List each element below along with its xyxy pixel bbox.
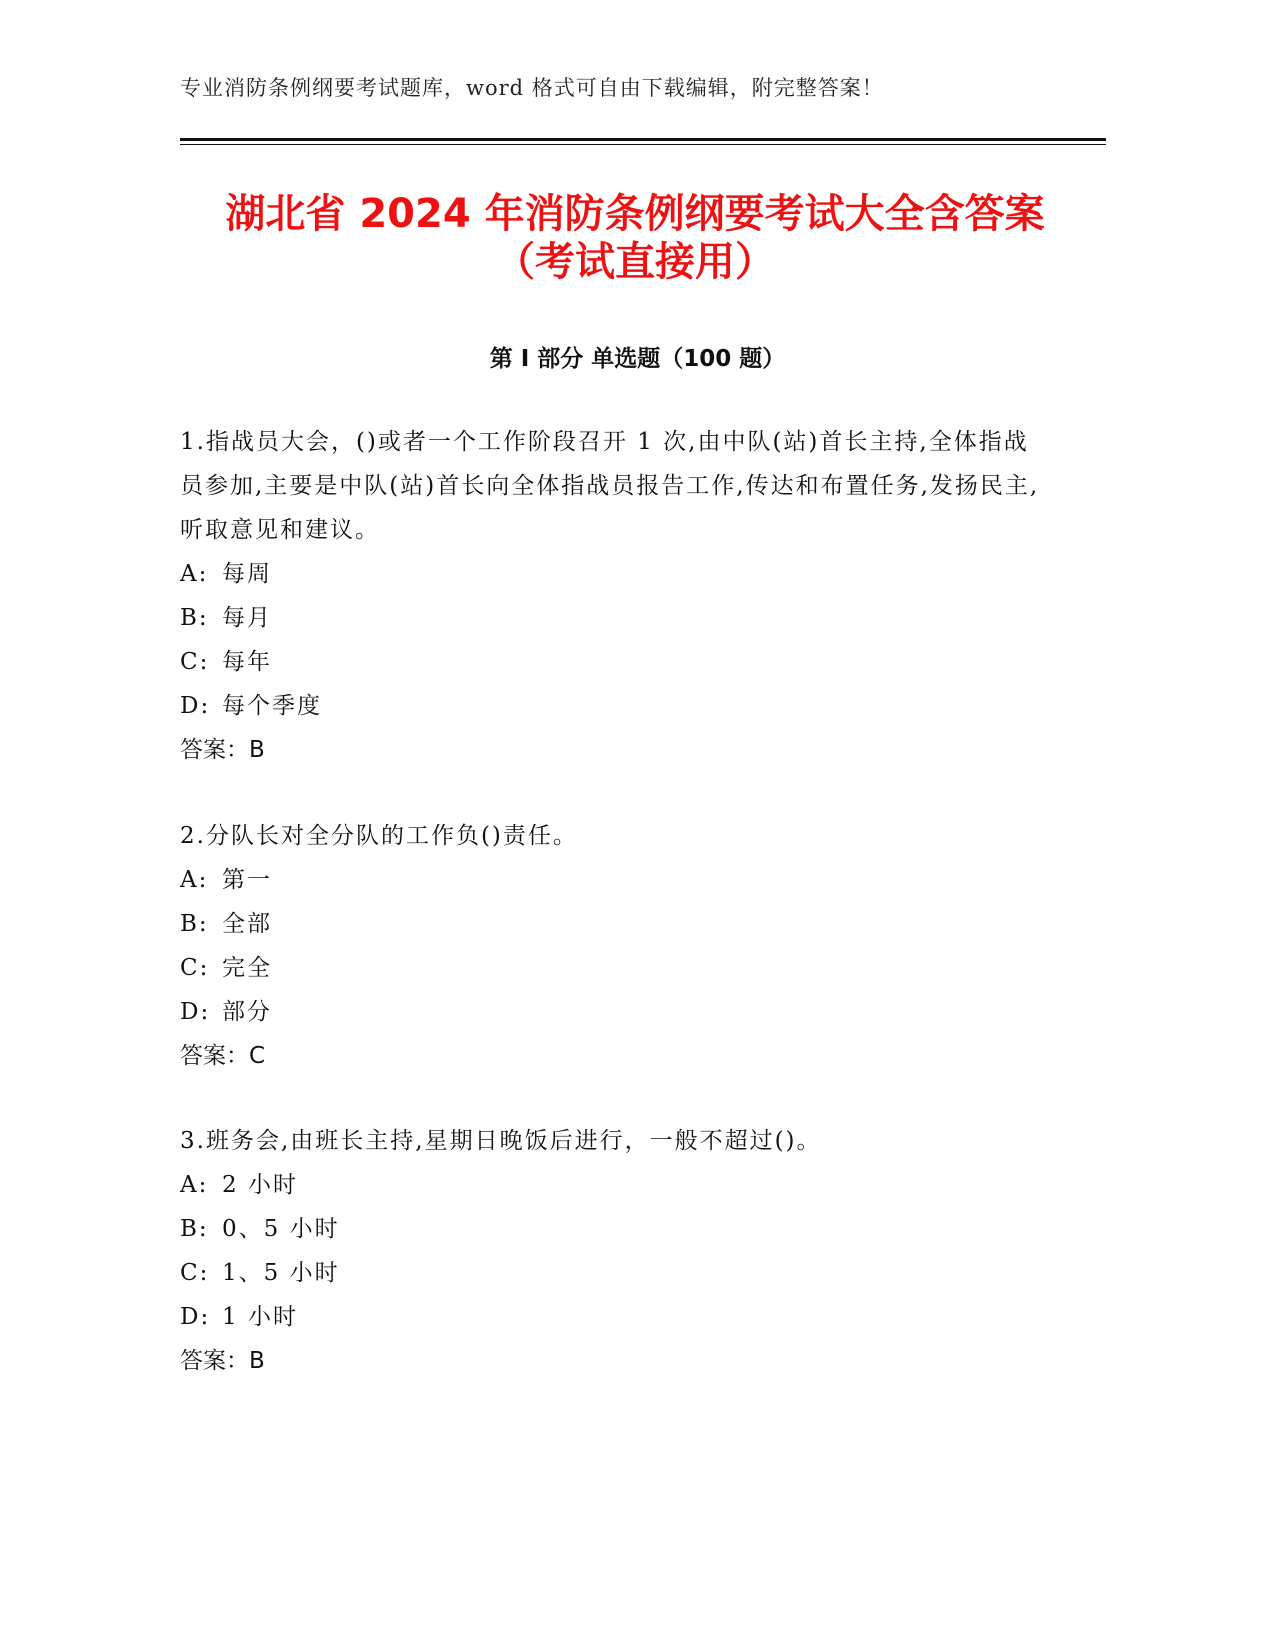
question-stem: 2.分队长对全分队的工作负()责任。 xyxy=(180,823,578,849)
question-2 xyxy=(180,814,1040,1078)
option-text: 部分 xyxy=(222,999,272,1025)
option-c xyxy=(180,946,1040,990)
answer-line: 答案：C xyxy=(180,1043,266,1069)
option-a xyxy=(180,1163,1040,1207)
option-key: A: xyxy=(180,561,209,587)
option-text: 1、5 小时 xyxy=(222,1260,340,1286)
question-stem: 3.班务会,由班长主持,星期日晚饭后进行，一般不超过()。 xyxy=(180,1128,822,1154)
question-1 xyxy=(180,420,1040,772)
option-a xyxy=(180,858,1040,902)
option-text: 每个季度 xyxy=(222,693,322,719)
option-b xyxy=(180,596,1040,640)
page-header: 专业消防条例纲要考试题库，word 格式可自由下载编辑，附完整答案！ xyxy=(180,76,884,100)
option-key: B: xyxy=(180,1216,209,1242)
option-d xyxy=(180,684,1040,728)
title-line-2: （考试直接用） xyxy=(495,239,775,285)
title-line-1: 湖北省 2024 年消防条例纲要考试大全含答案 xyxy=(225,191,1045,237)
option-text: 1 小时 xyxy=(222,1304,298,1330)
option-key: D: xyxy=(180,999,211,1025)
option-key: C: xyxy=(180,1260,210,1286)
option-text: 2 小时 xyxy=(222,1172,298,1198)
answer-line: 答案：B xyxy=(180,1348,265,1374)
option-key: D: xyxy=(180,1304,211,1330)
option-text: 每月 xyxy=(222,605,272,631)
option-c xyxy=(180,1251,1040,1295)
option-d xyxy=(180,990,1040,1034)
document-title xyxy=(120,190,1150,286)
option-text: 每周 xyxy=(222,561,272,587)
header-rule-thin xyxy=(180,144,1106,145)
option-a xyxy=(180,552,1040,596)
option-key: A: xyxy=(180,867,209,893)
option-key: C: xyxy=(180,955,210,981)
option-text: 第一 xyxy=(222,867,272,893)
question-stem: 1.指战员大会，()或者一个工作阶段召开 1 次,由中队(站)首长主持,全体指战员参加,主要是中队(站)首长向全体指战员报告工作,传达和布置任务,发扬民主,听取意见和建议。 xyxy=(180,429,1040,543)
option-key: B: xyxy=(180,605,209,631)
option-text: 全部 xyxy=(222,911,272,937)
option-b xyxy=(180,1207,1040,1251)
section-heading: 第 I 部分 单选题（100 题） xyxy=(489,346,786,372)
option-b xyxy=(180,902,1040,946)
header-rule-thick xyxy=(180,138,1106,141)
option-key: A: xyxy=(180,1172,209,1198)
option-key: D: xyxy=(180,693,211,719)
question-3 xyxy=(180,1119,1040,1383)
option-text: 完全 xyxy=(222,955,272,981)
answer-line: 答案：B xyxy=(180,737,265,763)
option-d xyxy=(180,1295,1040,1339)
option-key: B: xyxy=(180,911,209,937)
option-key: C: xyxy=(180,649,210,675)
option-text: 0、5 小时 xyxy=(222,1216,340,1242)
option-c xyxy=(180,640,1040,684)
option-text: 每年 xyxy=(222,649,272,675)
